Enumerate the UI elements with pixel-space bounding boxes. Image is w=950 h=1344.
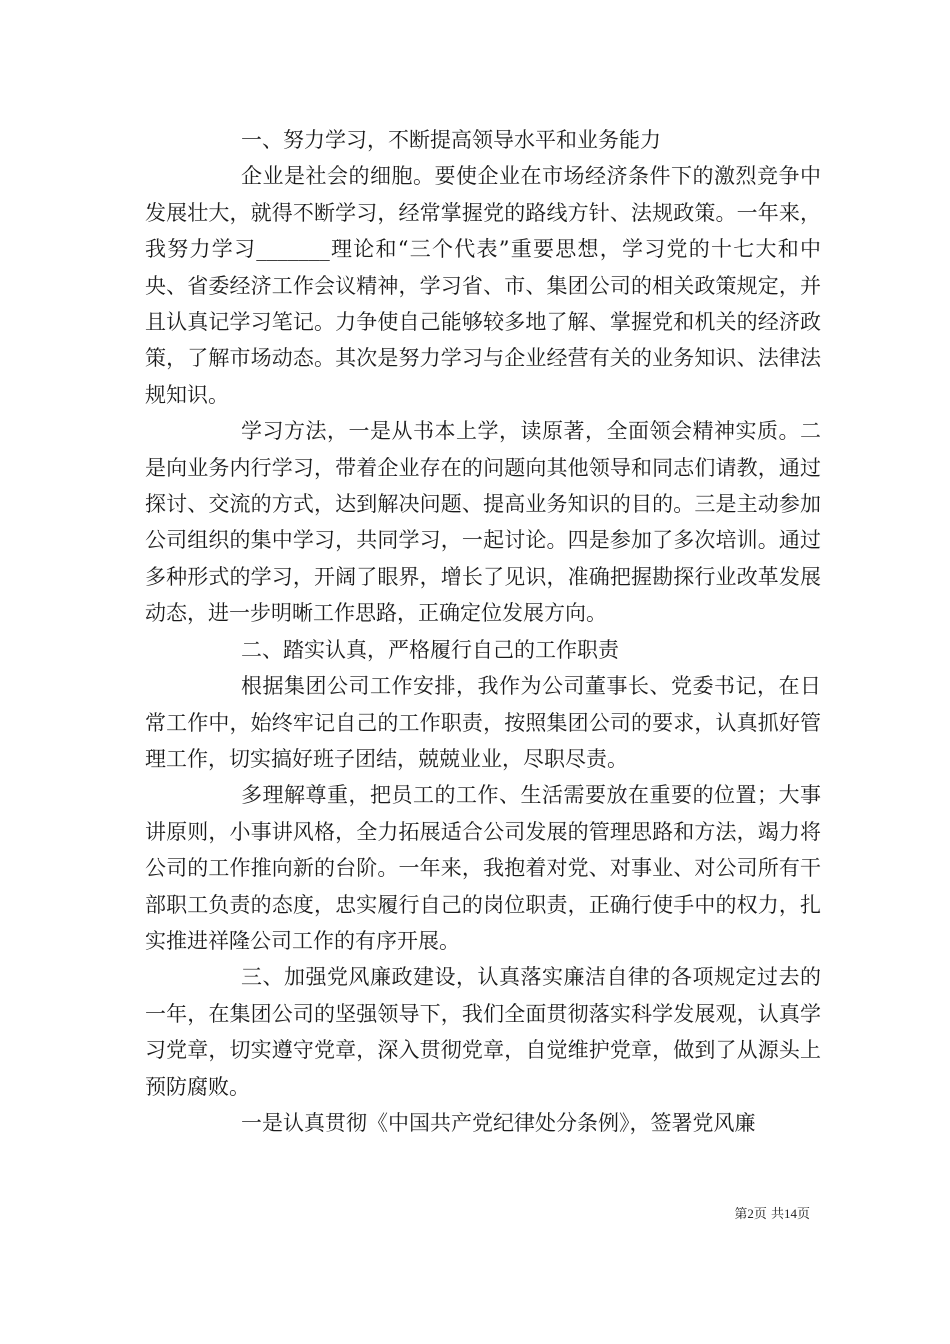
footer-total-pages: 14 [783, 1206, 797, 1221]
footer-middle: 页 共 [753, 1207, 784, 1222]
section-heading-1: 一、努力学习，不断提高领导水平和业务能力 [241, 128, 661, 152]
paragraph-1: 企业是社会的细胞。要使企业在市场经济条件下的激烈竞争中发展壮大，就得不断学习，经常掌握党的路线方针、法规政策。一年来，我努力学习_______理论和“三个代表”重要思想，学习党的十七大和中央、省委经济工作会议精神，学习省、市、集团公司的相关政策规定，并且认真记学习笔记。力争使自己能够较多地了解、掌握党和机关的经济政策，了解市场动态。其次是努力学习与企业经营有关的业务知识、法律法规知识。 [145, 164, 821, 407]
paragraph-5: 三、加强党风廉政建设，认真落实廉洁自律的各项规定过去的一年，在集团公司的坚强领导下，我们全面贯彻落实科学发展观，认真学习党章，切实遵守党章，深入贯彻党章，自觉维护党章，做到了从源头上预防腐败。 [145, 965, 821, 1099]
paragraph-6: 一是认真贯彻《中国共产党纪律处分条例》，签署党风廉 [241, 1110, 756, 1135]
section-heading-2: 二、踏实认真，严格履行自己的工作职责 [241, 637, 619, 662]
document-body [145, 122, 821, 1141]
footer-suffix: 页 [796, 1207, 810, 1222]
footer-current-page: 2 [747, 1206, 754, 1221]
paragraph-2: 学习方法，一是从书本上学，读原著，全面领会精神实质。二是向业务内行学习，带着企业存在的问题向其他领导和同志们请教，通过探讨、交流的方式，达到解决问题、提高业务知识的目的。三是主动参加公司组织的集中学习，共同学习，一起讨论。四是参加了多次培训。通过多种形式的学习，开阔了眼界，增长了见识，准确把握勘探行业改革发展动态，进一步明晰工作思路，正确定位发展方向。 [145, 419, 821, 626]
footer-prefix: 第 [734, 1207, 748, 1222]
paragraph-4: 多理解尊重，把员工的工作、生活需要放在重要的位置；大事讲原则，小事讲风格，全力拓展适合公司发展的管理思路和方法，竭力将公司的工作推向新的台阶。一年来，我抱着对党、对事业、对公司所有干部职工负责的态度，忠实履行自己的岗位职责，正确行使手中的权力，扎实推进祥隆公司工作的有序开展。 [145, 783, 821, 953]
page-footer [660, 1203, 810, 1222]
paragraph-3: 根据集团公司工作安排，我作为公司董事长、党委书记，在日常工作中，始终牢记自己的工作职责，按照集团公司的要求，认真抓好管理工作，切实搞好班子团结，兢兢业业，尽职尽责。 [145, 674, 821, 771]
